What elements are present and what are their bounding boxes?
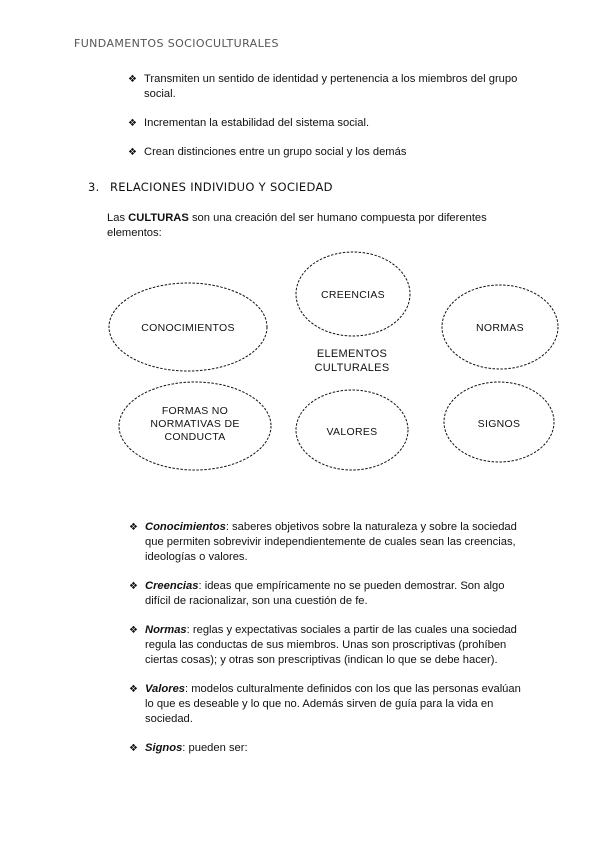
list-item bbox=[128, 145, 524, 160]
intro-prefix: Las bbox=[107, 212, 129, 224]
definition-text: : pueden ser: bbox=[182, 742, 248, 754]
definition-item bbox=[129, 520, 525, 565]
list-item bbox=[128, 72, 524, 102]
definition-text: : modelos culturalmente definidos con los que las personas evalúan lo que es deseable y lo que no. Además sirven de guía para la vida en sociedad. bbox=[145, 683, 521, 725]
intro-bold-term: CULTURAS bbox=[128, 212, 189, 224]
diamond-bullet-icon: ❖ bbox=[128, 118, 137, 129]
section-number: 3. bbox=[88, 180, 100, 194]
list-item-text: Incrementan la estabilidad del sistema social. bbox=[144, 117, 370, 129]
definition-text: : saberes objetivos sobre la naturaleza y sobre la sociedad que permiten sobrevivir independientemente de cuales sean las creencias, ideologías o valores. bbox=[145, 521, 517, 563]
definition-text: : ideas que empíricamente no se pueden demostrar. Son algo difícil de racionalizar, son una cuestión de fe. bbox=[145, 580, 505, 607]
node-signos-label: SIGNOS bbox=[477, 418, 521, 430]
diamond-bullet-icon: ❖ bbox=[129, 684, 138, 695]
list-item-text: Crean distinciones entre un grupo social y los demás bbox=[144, 146, 407, 158]
definition-text: : reglas y expectativas sociales a partir de las cuales una sociedad regula las conductas de sus miembros. Unas son proscriptivas (prohíben ciertas cosas); y otras son prescriptivas (indican lo que se debe hacer). bbox=[145, 624, 517, 666]
definition-term: Conocimientos bbox=[145, 521, 226, 533]
diamond-bullet-icon: ❖ bbox=[129, 522, 138, 533]
node-formas-label-2: NORMATIVAS DE bbox=[150, 418, 240, 430]
diamond-bullet-icon: ❖ bbox=[129, 581, 138, 592]
definition-item bbox=[129, 579, 525, 609]
list-item-text: Transmiten un sentido de identidad y pertenencia a los miembros del grupo social. bbox=[144, 73, 518, 100]
page-header: FUNDAMENTOS SOCIOCULTURALES bbox=[74, 37, 279, 50]
node-formas-label-1: FORMAS NO bbox=[161, 405, 229, 417]
cultural-elements-diagram bbox=[0, 240, 600, 480]
center-label-1: ELEMENTOS bbox=[316, 348, 388, 360]
list-item bbox=[128, 116, 524, 131]
diamond-bullet-icon: ❖ bbox=[128, 74, 137, 85]
diamond-bullet-icon: ❖ bbox=[128, 147, 137, 158]
intro-suffix: son una creación del ser humano compuesta por diferentes elementos: bbox=[107, 212, 487, 239]
definition-term: Creencias bbox=[145, 580, 199, 592]
definition-term: Signos bbox=[145, 742, 183, 754]
diamond-bullet-icon: ❖ bbox=[129, 625, 138, 636]
node-normas-label: NORMAS bbox=[476, 322, 524, 334]
section-title: RELACIONES INDIVIDUO Y SOCIEDAD bbox=[110, 180, 333, 194]
definition-term: Normas bbox=[145, 624, 187, 636]
diamond-bullet-icon: ❖ bbox=[129, 743, 138, 754]
node-creencias-label: CREENCIAS bbox=[321, 289, 385, 301]
intro-paragraph bbox=[107, 211, 527, 241]
node-formas-label-3: CONDUCTA bbox=[164, 431, 226, 443]
definition-item bbox=[129, 682, 525, 727]
section-heading bbox=[88, 180, 333, 194]
center-label-2: CULTURALES bbox=[314, 362, 390, 374]
node-valores-label: VALORES bbox=[326, 426, 378, 438]
definition-item bbox=[129, 741, 525, 756]
definition-term: Valores bbox=[145, 683, 186, 695]
definition-item bbox=[129, 623, 525, 668]
node-conocimientos-label: CONOCIMIENTOS bbox=[141, 322, 235, 334]
